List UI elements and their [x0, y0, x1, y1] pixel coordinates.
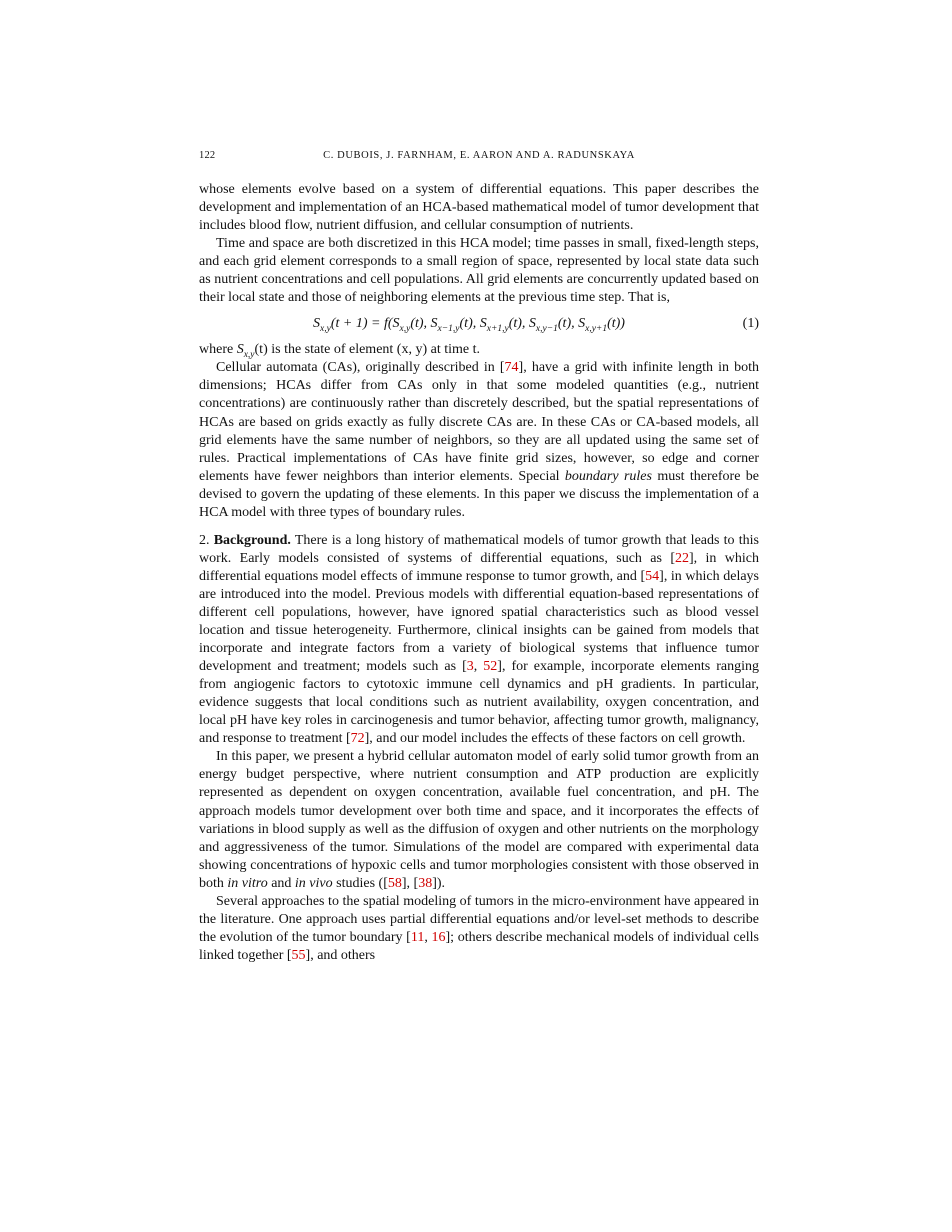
citation-58[interactable]: 58	[387, 875, 402, 891]
paper-page	[199, 150, 759, 965]
citation-52[interactable]: 52	[483, 659, 498, 675]
citation-72[interactable]: 72	[350, 731, 365, 747]
section-background: 2. Background. There is a long history of mathematical models of tumor growth that leads to this work. Early models consisted of systems of differential equations, such as [22], in which differential equations model effects of immune response to tumor growth, and [54], in which delays are introduced into the model. Previous models with differential equation-based representations of different cell populations, however, have ignored spatial characteristics such as blood vessel location and tissue heterogeneity. Furthermore, clinical insights can be gained from models that incorporate and integrate factors from a variety of biological systems that influence tumor development and treatment; models such as [3, 52], for example, incorporate elements ranging from angiogenic factors to cytotoxic immune cell dynamics and pH gradients. In particular, evidence suggests that local conditions such as nutrient availability, oxygen concentration, and local pH have key roles in carcinogenesis and tumor behavior, affecting tumor growth, malignancy, and response to treatment [72], and our model includes the effects of these factors on cell growth.	[199, 532, 759, 747]
citation-22[interactable]: 22	[674, 550, 689, 566]
emphasis-boundary-rules: boundary rules	[564, 468, 652, 484]
section-number: 2.	[199, 532, 210, 548]
paragraph-6: Several approaches to the spatial modeling of tumors in the micro-environment have appeared in the literature. One approach uses partial differential equations and/or level-set methods to describe the evolution of the tumor boundary [11, 16]; others describe mechanical models of individual cells linked together [55], and others	[199, 893, 759, 963]
equation-number: (1)	[742, 316, 759, 332]
equation-where-line: where $S_{x,y}(t)$ is the state of element (x, y) at time t.	[199, 342, 480, 361]
citation-54[interactable]: 54	[645, 568, 660, 584]
paragraph-3: Cellular automata (CAs), originally described in [74], have a grid with infinite length in both dimensions; HCAs differ from CAs only in that some modeled quantities (e.g., nutrient concentrations) are continuously rather than discretely described, but the spatial representations of HCAs are based on grids exactly as fully discrete CAs are. In these CAs or CA-based models, all grid elements have the same number of neighbors, so they are all updated using the same set of rules. Practical implementations of CAs have finite grid sizes, however, so edge and corner elements have fewer neighbors than interior elements. Special boundary rules must therefore be devised to govern the updating of these elements. In this paper we discuss the implementation of a HCA model with three types of boundary rules.	[199, 360, 760, 520]
equation-1	[199, 307, 759, 341]
citation-11[interactable]: 11	[410, 929, 425, 945]
paragraph-5: In this paper, we present a hybrid cellular automaton model of early solid tumor growth from an energy budget perspective, where nutrient consumption and ATP production are explicitly represented as dependent on oxygen concentration, available fuel concentration, and pH. The approach models tumor development over both time and space, and it incorporates the effects of variations in blood supply as well as the diffusion of oxygen and other nutrients on the morphology and aggressiveness of the tumor. Simulations of the model are compared with experimental data showing concentrations of hypoxic cells and tumor morphologies consistent with those observed in both in vitro and in vivo studies ([58], [38]).	[199, 749, 759, 891]
page-number: 122	[199, 150, 216, 161]
paragraph-2: Time and space are both discretized in this HCA model; time passes in small, fixed-length steps, and each grid element corresponds to a small region of space, represented by local state data such as nutrient concentrations and cell populations. All grid elements are concurrently updated based on their local state and those of neighboring elements at the previous time step. That is,	[199, 236, 759, 306]
running-head: C. DUBOIS, J. FARNHAM, E. AARON AND A. RADUNSKAYA	[323, 150, 635, 161]
paragraph-1: whose elements evolve based on a system of differential equations. This paper describes the development and implementation of an HCA-based mathematical model of tumor development that includes blood flow, nutrient diffusion, and cellular consumption of nutrients.	[199, 182, 759, 234]
citation-38[interactable]: 38	[418, 875, 433, 891]
section-title: Background.	[213, 532, 291, 548]
equation-body: $S_{x,y}(t + 1) = f(S_{x,y}(t)$, $S_{x-1,y}(t)$, $S_{x+1,y}(t)$, $S_{x,y-1}(t)$, $S_{x,y+1}(t)$)	[313, 316, 625, 335]
citation-16[interactable]: 16	[431, 929, 446, 945]
citation-74[interactable]: 74	[504, 360, 519, 376]
citation-55[interactable]: 55	[291, 947, 306, 963]
citation-3[interactable]: 3	[466, 659, 474, 675]
running-header	[199, 150, 759, 161]
